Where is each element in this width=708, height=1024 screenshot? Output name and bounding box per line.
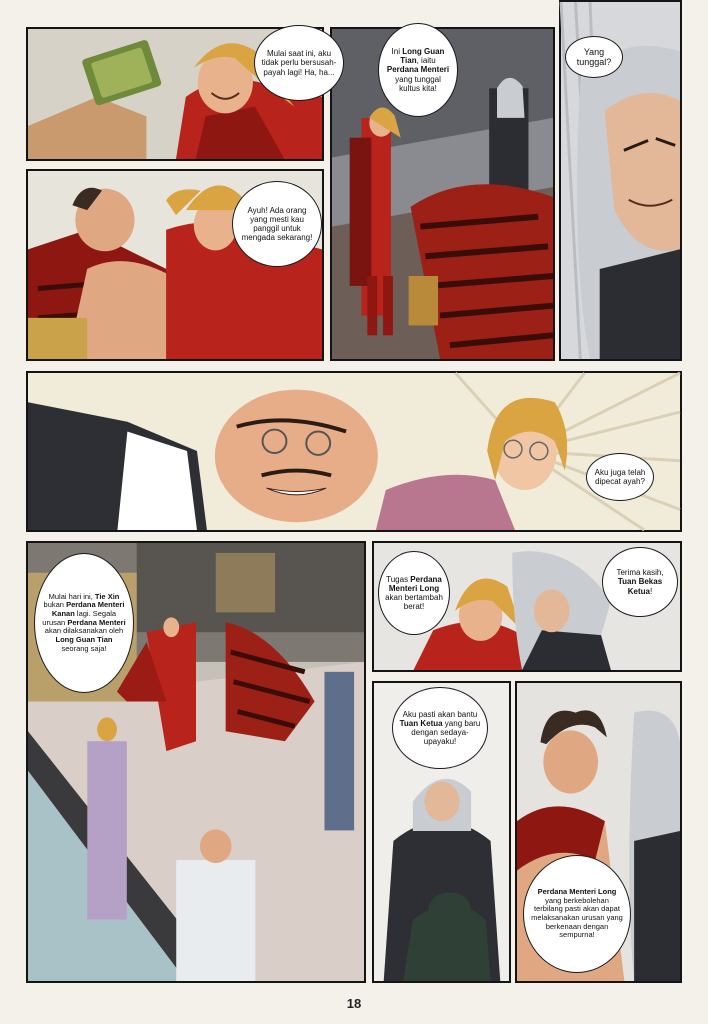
bubble-text-bold: Tie Xin <box>94 591 120 601</box>
bubble-text-segment: akan dilaksanakan oleh <box>44 626 124 636</box>
bubble-text <box>239 206 315 243</box>
bubble-text-segment: seorang saja! <box>61 643 107 653</box>
panel-4 <box>26 169 324 361</box>
bubble-text-segment: lagi. Segala urusan <box>42 609 117 627</box>
panel-9 <box>515 681 682 983</box>
bubble-text-segment: Mulai hari ini, <box>48 591 95 601</box>
bubble-text <box>385 575 443 612</box>
panel-5 <box>26 371 682 532</box>
bubble-text <box>385 47 451 93</box>
bubble-text-segment: ! <box>650 586 653 596</box>
bubble-text-bold: Long Guan Tian <box>400 47 445 66</box>
panel-3 <box>559 0 682 361</box>
bubble-text-segment: Mulai saat ini, aku tidak perlu bersusah-payah lagi! Ha, ha... <box>261 49 337 77</box>
bubble-text <box>572 47 616 68</box>
bubble-text-segment: Aku juga telah dipecat ayah? <box>594 467 646 486</box>
bubble-text-segment: bukan <box>43 600 67 610</box>
bubble-text <box>530 888 624 940</box>
speech-bubble <box>392 687 488 769</box>
bubble-text <box>609 568 671 596</box>
bubble-text-segment: Tugas <box>386 574 411 584</box>
bubble-text-bold: Perdana Menteri <box>67 617 126 627</box>
speech-bubble <box>378 23 458 117</box>
bubble-text-bold: Perdana Menteri Kanan <box>51 600 125 619</box>
bubble-text-segment: Aku pasti akan bantu <box>402 709 478 719</box>
bubble-text-segment: Ini <box>391 47 403 57</box>
bubble-text <box>261 49 337 77</box>
bubble-text-bold: Long Guan Tian <box>55 634 113 644</box>
bubble-text-segment: Terima kasih, <box>616 568 664 578</box>
speech-bubble <box>586 453 654 501</box>
bubble-text-segment: yang baru dengan sedaya-upayaku! <box>411 718 481 747</box>
speech-bubble <box>602 547 678 617</box>
panel-8 <box>372 681 511 983</box>
speech-bubble <box>34 553 134 693</box>
bubble-text-bold: Tuan Ketua <box>399 718 443 728</box>
speech-bubble <box>565 36 623 78</box>
bubble-text-bold: Tuan Bekas Ketua <box>617 577 663 596</box>
speech-bubble <box>523 855 631 973</box>
bubble-text-segment: Ayuh! Ada orang yang mesti kau panggil untuk mengada sekarang! <box>241 205 313 243</box>
bubble-text <box>399 710 481 747</box>
speech-bubble <box>378 551 450 635</box>
bubble-text-bold: Perdana Menteri Long <box>537 887 617 897</box>
bubble-text-segment: yang berkebolehan terbilang pasti akan dapat melaksanakan urusan yang berkenaan dengan sempurna! <box>531 895 623 940</box>
bubble-text-bold: Perdana Menteri <box>386 65 450 75</box>
bubble-text <box>41 593 127 653</box>
panel-2 <box>330 27 555 361</box>
bubble-text-segment: yang tunggal kultus kita! <box>395 74 441 93</box>
speech-bubble <box>232 181 322 267</box>
bubble-text-segment: Yang tunggal? <box>576 46 612 67</box>
speech-bubble <box>254 25 344 101</box>
bubble-text-segment: , iaitu <box>416 56 436 66</box>
page-number: 18 <box>346 996 362 1011</box>
panel-7 <box>372 541 682 672</box>
bubble-text-segment: akan bertambah berat! <box>385 593 443 612</box>
panel-5-art <box>28 373 680 530</box>
bubble-text-bold: Perdana Menteri Long <box>388 574 442 593</box>
panel-1 <box>26 27 337 161</box>
bubble-text <box>593 468 647 486</box>
panel-6 <box>26 541 366 983</box>
